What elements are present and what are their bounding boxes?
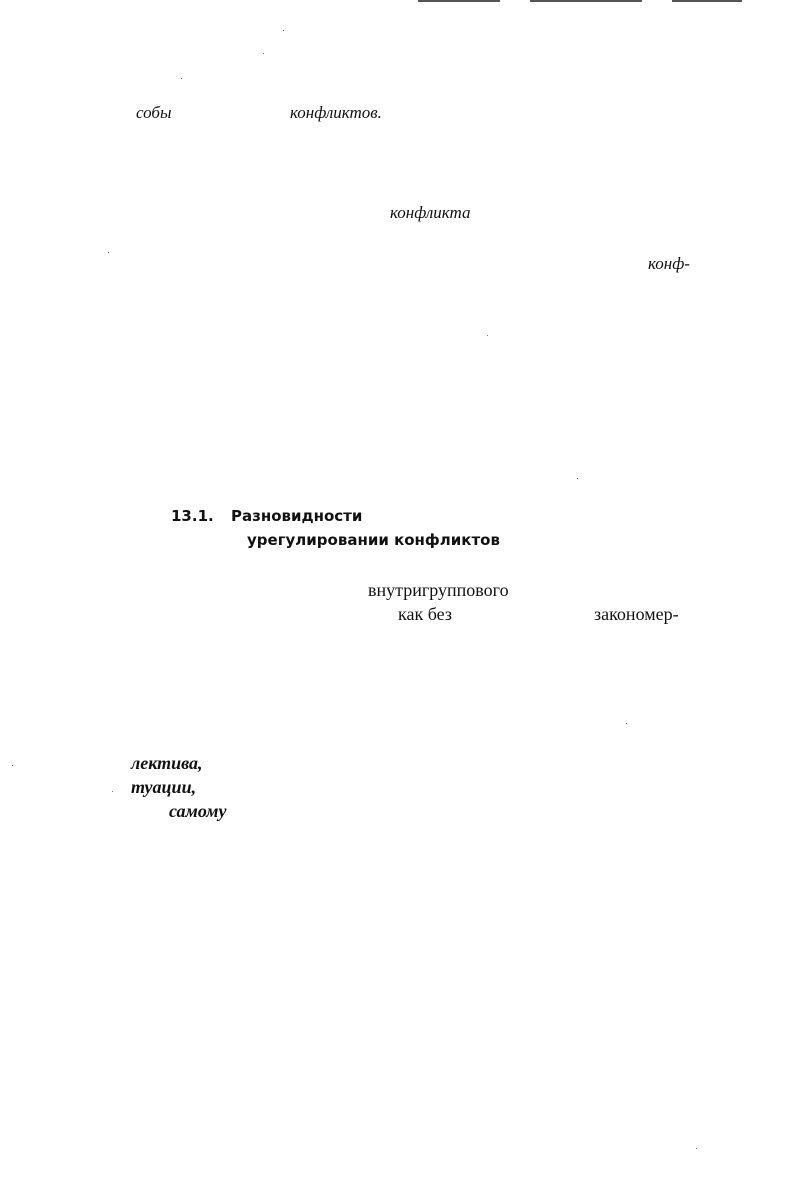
text-fragment: как без bbox=[398, 604, 452, 624]
header-rule bbox=[672, 0, 742, 2]
scan-speck bbox=[577, 478, 578, 479]
scan-speck bbox=[263, 53, 264, 54]
header-rule bbox=[530, 0, 642, 2]
scan-speck bbox=[283, 30, 284, 31]
text-fragment: конф- bbox=[648, 254, 690, 273]
text-fragment: закономер- bbox=[594, 604, 679, 624]
scan-speck bbox=[12, 765, 13, 766]
scan-speck bbox=[108, 252, 109, 253]
scan-speck bbox=[112, 791, 113, 792]
text-fragment: туации, bbox=[131, 777, 197, 797]
text-fragment: собы bbox=[136, 103, 172, 122]
section-title-line2: урегулировании конфликтов bbox=[247, 531, 500, 549]
header-rule bbox=[418, 0, 500, 2]
scan-speck bbox=[626, 723, 627, 724]
scan-speck bbox=[487, 335, 488, 336]
text-fragment: лектива, bbox=[131, 753, 203, 773]
text-fragment: внутригруппового bbox=[368, 580, 509, 600]
text-fragment: конфликтов. bbox=[290, 103, 382, 122]
text-fragment: конфликта bbox=[390, 203, 471, 222]
section-title-line1: Разновидности bbox=[231, 507, 363, 525]
scan-speck bbox=[696, 1148, 697, 1149]
scan-speck bbox=[181, 78, 182, 79]
text-fragment: самому bbox=[169, 801, 227, 821]
section-number: 13.1. bbox=[171, 507, 214, 525]
